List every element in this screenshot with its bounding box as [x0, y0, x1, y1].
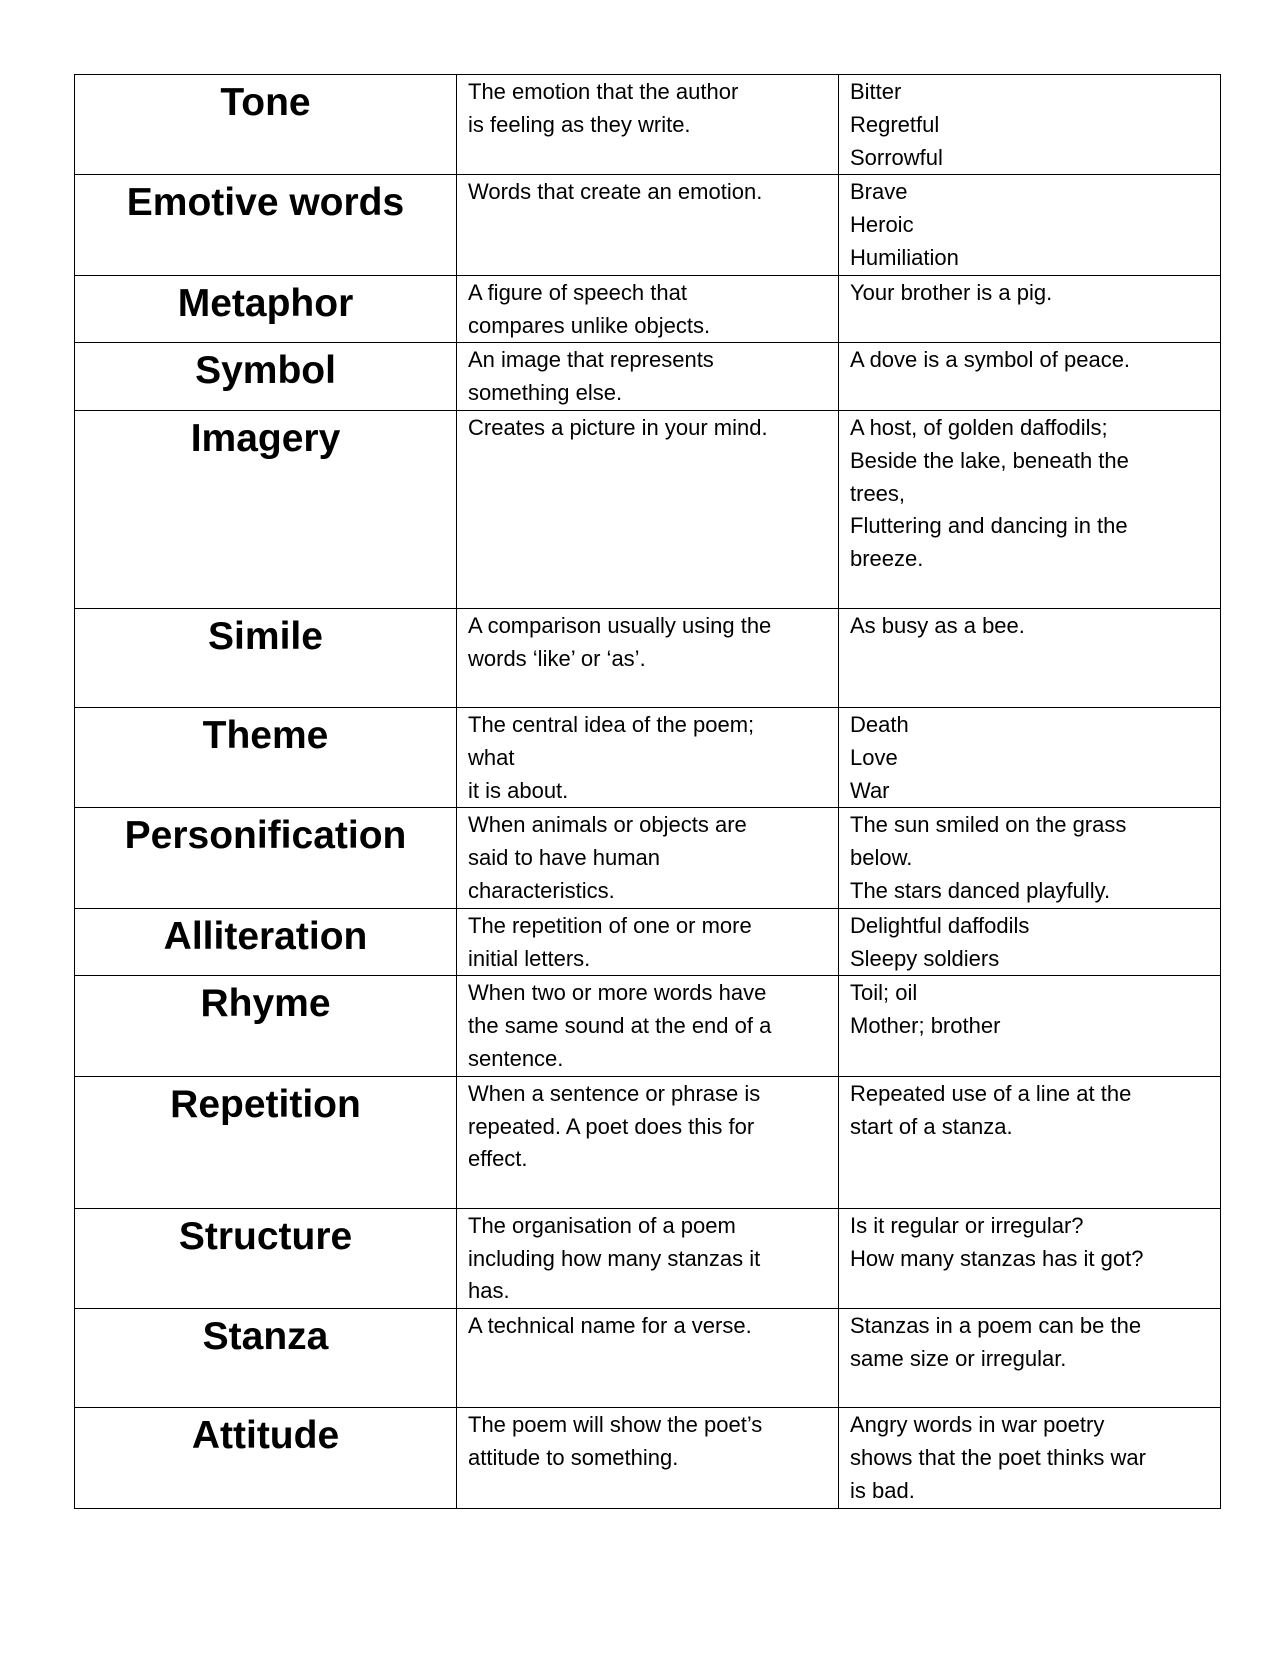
example-line: Death — [850, 711, 909, 737]
definition-line: attitude to something. — [468, 1444, 679, 1470]
example-line: Repeated use of a line at the — [850, 1080, 1132, 1106]
table-row — [75, 1208, 1221, 1308]
definition-line: sentence. — [468, 1045, 564, 1071]
definition-line: A technical name for a verse. — [468, 1313, 752, 1339]
term-cell: Alliteration — [75, 908, 457, 976]
definition-line: words ‘like’ or ‘as’. — [468, 645, 646, 671]
table-row — [75, 976, 1221, 1076]
example-line: Fluttering and dancing in the — [850, 513, 1128, 539]
definition-cell — [457, 1408, 839, 1508]
term-cell: Simile — [75, 608, 457, 707]
definition-cell — [457, 175, 839, 275]
definition-line: effect. — [468, 1146, 528, 1172]
term-cell: Attitude — [75, 1408, 457, 1508]
definition-cell — [457, 1076, 839, 1208]
example-line: Heroic — [850, 212, 914, 238]
example-line: Mother; brother — [850, 1013, 1001, 1039]
definition-line: it is about. — [468, 777, 569, 803]
table-row — [75, 343, 1221, 411]
table-row — [75, 908, 1221, 976]
example-line: Toil; oil — [850, 980, 918, 1006]
table-row — [75, 410, 1221, 608]
table-row — [75, 1309, 1221, 1408]
example-line: Love — [850, 744, 898, 770]
definition-cell — [457, 707, 839, 807]
example-line: Beside the lake, beneath the — [850, 447, 1129, 473]
example-cell — [839, 1076, 1221, 1208]
definition-line: A comparison usually using the — [468, 612, 772, 638]
definition-line: Creates a picture in your mind. — [468, 414, 768, 440]
table-row — [75, 608, 1221, 707]
definition-line: has. — [468, 1278, 510, 1304]
example-line: A host, of golden daffodils; — [850, 414, 1108, 440]
example-line: Is it regular or irregular? — [850, 1212, 1084, 1238]
example-cell — [839, 608, 1221, 707]
definition-cell — [457, 343, 839, 411]
definition-line: An image that represents — [468, 347, 714, 373]
definition-line: compares unlike objects. — [468, 312, 711, 338]
example-line: Regretful — [850, 111, 940, 137]
table-row — [75, 1076, 1221, 1208]
example-cell — [839, 343, 1221, 411]
definition-line: Words that create an emotion. — [468, 179, 763, 205]
table-row — [75, 1408, 1221, 1508]
table-row — [75, 808, 1221, 908]
example-line: A dove is a symbol of peace. — [850, 347, 1131, 373]
example-line: start of a stanza. — [850, 1113, 1013, 1139]
example-cell — [839, 410, 1221, 608]
term-cell: Structure — [75, 1208, 457, 1308]
table-row — [75, 707, 1221, 807]
example-line: How many stanzas has it got? — [850, 1245, 1144, 1271]
example-cell — [839, 275, 1221, 343]
example-line: Brave — [850, 179, 908, 205]
term-cell: Theme — [75, 707, 457, 807]
definition-line: The poem will show the poet’s — [468, 1412, 763, 1438]
term-cell: Symbol — [75, 343, 457, 411]
definition-cell — [457, 410, 839, 608]
definition-cell — [457, 275, 839, 343]
definition-line: The repetition of one or more — [468, 912, 752, 938]
example-cell — [839, 707, 1221, 807]
definition-cell — [457, 908, 839, 976]
example-line: War — [850, 777, 890, 803]
definition-line: the same sound at the end of a — [468, 1013, 772, 1039]
table-row — [75, 275, 1221, 343]
term-cell: Repetition — [75, 1076, 457, 1208]
example-line: trees, — [850, 480, 906, 506]
table-row — [75, 75, 1221, 175]
term-cell: Emotive words — [75, 175, 457, 275]
example-line: same size or irregular. — [850, 1345, 1067, 1371]
definition-cell — [457, 976, 839, 1076]
example-line: Sorrowful — [850, 144, 943, 170]
definition-line: The organisation of a poem — [468, 1212, 736, 1238]
example-cell — [839, 75, 1221, 175]
term-cell: Imagery — [75, 410, 457, 608]
example-cell — [839, 1408, 1221, 1508]
definition-line: said to have human — [468, 845, 661, 871]
example-cell — [839, 908, 1221, 976]
example-line: Delightful daffodils — [850, 912, 1030, 938]
term-cell: Metaphor — [75, 275, 457, 343]
definition-line: The emotion that the author — [468, 79, 739, 104]
example-cell — [839, 1208, 1221, 1308]
example-line: As busy as a bee. — [850, 612, 1025, 638]
term-cell: Tone — [75, 75, 457, 175]
definition-line: something else. — [468, 380, 623, 406]
example-line: The sun smiled on the grass — [850, 812, 1127, 838]
example-cell — [839, 175, 1221, 275]
definition-line: repeated. A poet does this for — [468, 1113, 755, 1139]
term-cell: Rhyme — [75, 976, 457, 1076]
example-line: is bad. — [850, 1477, 915, 1503]
definition-line: including how many stanzas it — [468, 1245, 761, 1271]
definition-line: When animals or objects are — [468, 812, 747, 838]
example-line: The stars danced playfully. — [850, 877, 1111, 903]
definition-line: The central idea of the poem; — [468, 711, 755, 737]
example-line: Bitter — [850, 79, 902, 104]
term-cell: Stanza — [75, 1309, 457, 1408]
definition-cell — [457, 608, 839, 707]
definition-line: When a sentence or phrase is — [468, 1080, 761, 1106]
term-cell: Personification — [75, 808, 457, 908]
example-line: Angry words in war poetry — [850, 1412, 1105, 1438]
definition-line: what — [468, 744, 515, 770]
definition-cell — [457, 808, 839, 908]
table-row — [75, 175, 1221, 275]
example-cell — [839, 808, 1221, 908]
example-line: Sleepy soldiers — [850, 945, 1000, 971]
example-line: below. — [850, 845, 913, 871]
definition-line: When two or more words have — [468, 980, 767, 1006]
example-line: shows that the poet thinks war — [850, 1444, 1146, 1470]
example-line: Stanzas in a poem can be the — [850, 1313, 1142, 1339]
example-line: Your brother is a pig. — [850, 279, 1053, 305]
example-line: breeze. — [850, 546, 924, 572]
definition-line: initial letters. — [468, 945, 591, 971]
example-cell — [839, 976, 1221, 1076]
example-line: Humiliation — [850, 244, 959, 270]
poetry-terms-table — [74, 74, 1221, 1509]
definition-line: characteristics. — [468, 877, 615, 903]
definition-line: A figure of speech that — [468, 279, 687, 305]
definition-cell — [457, 1208, 839, 1308]
definition-cell — [457, 75, 839, 175]
example-cell — [839, 1309, 1221, 1408]
definition-cell — [457, 1309, 839, 1408]
definition-line: is feeling as they write. — [468, 111, 691, 137]
table-body — [75, 75, 1221, 1509]
